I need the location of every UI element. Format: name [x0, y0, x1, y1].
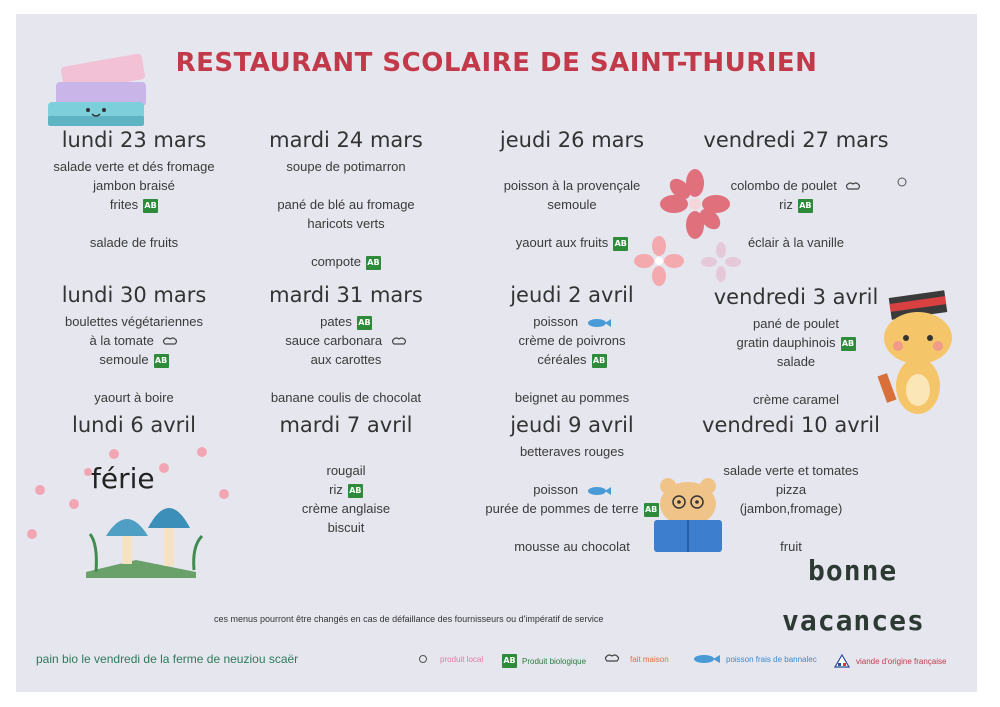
dish: soupe de potimarron	[286, 159, 406, 174]
dish: pizza	[775, 482, 807, 497]
day-vendredi-3-avril	[696, 284, 896, 409]
legend-local	[418, 654, 483, 664]
day-jeudi-26-mars	[472, 127, 672, 252]
day-mardi-7-avril	[246, 412, 446, 537]
dish: compote	[311, 254, 361, 269]
dish: jambon braisé	[93, 178, 175, 193]
day-title: vendredi 3 avril	[713, 285, 879, 309]
dish: crème de poivrons	[518, 333, 626, 348]
legend-local-label: produit local	[440, 654, 484, 664]
dish: rougail	[326, 463, 366, 478]
day-title: mardi 31 mars	[269, 283, 423, 307]
legend-poisson-label: poisson frais de bannalec	[726, 654, 817, 664]
legend-maison-label: fait maison	[630, 654, 669, 664]
page-title: RESTAURANT SCOLAIRE DE SAINT-THURIEN	[175, 48, 818, 78]
dish: semoule	[547, 197, 597, 212]
dish: pates	[320, 314, 352, 329]
local-product-icon	[896, 176, 908, 188]
day-lundi-30-mars	[34, 282, 234, 407]
dish: salade	[776, 354, 816, 369]
dish: pané de blé au fromage	[277, 197, 415, 212]
books-illustration	[44, 44, 164, 134]
dish: purée de pommes de terre	[485, 501, 639, 516]
dish: crème caramel	[753, 392, 839, 407]
dish: salade de fruits	[89, 235, 179, 250]
dish: semoule	[99, 352, 149, 367]
dish: céréales	[537, 352, 587, 367]
bio-label-icon: AB	[798, 199, 813, 213]
day-lundi-6-avril	[34, 412, 234, 442]
dish: banane coulis de chocolat	[270, 390, 422, 405]
dish: (jambon,fromage)	[739, 501, 843, 516]
dish: betteraves rouges	[519, 444, 625, 459]
day-title: mardi 7 avril	[279, 413, 413, 437]
dish: poisson à la provençale	[503, 178, 641, 193]
dish: à la tomate	[89, 333, 154, 348]
french-origin-icon	[834, 654, 850, 668]
dish: colombo de poulet	[730, 178, 837, 193]
dish: gratin dauphinois	[736, 335, 836, 350]
dish: biscuit	[327, 520, 365, 535]
legend-bio	[502, 654, 586, 668]
bio-label-icon: AB	[502, 654, 517, 668]
day-title: mardi 24 mars	[269, 128, 423, 152]
legend-bio-label: Produit biologique	[522, 656, 587, 666]
bio-label-icon: AB	[154, 354, 169, 368]
closing-vacances: vacances	[782, 604, 925, 637]
dish: riz	[329, 482, 343, 497]
day-title: lundi 6 avril	[72, 413, 196, 437]
dish: éclair à la vanille	[747, 235, 845, 250]
chef-hat-icon	[391, 337, 407, 347]
day-vendredi-27-mars	[696, 127, 896, 252]
dish: beignet au pommes	[514, 390, 630, 405]
disclaimer-note: ces menus pourront être changés en cas de défaillance des fournisseurs ou d'impératif de service	[214, 614, 604, 624]
day-title: vendredi 10 avril	[702, 413, 880, 437]
dish: salade verte et tomates	[723, 463, 859, 478]
legend-maison	[604, 654, 669, 664]
chef-hat-icon	[845, 182, 861, 192]
menu-sheet	[16, 14, 977, 692]
day-title: jeudi 26 mars	[499, 128, 645, 152]
local-product-icon	[418, 654, 428, 664]
dish: riz	[779, 197, 793, 212]
dish: crème anglaise	[301, 501, 391, 516]
bio-label-icon: AB	[143, 199, 158, 213]
closing-bonne: bonne	[808, 554, 898, 587]
bio-label-icon: AB	[592, 354, 607, 368]
dish: yaourt aux fruits	[515, 235, 609, 250]
dish: yaourt à boire	[94, 390, 174, 405]
dish: poisson	[533, 482, 579, 497]
dish: aux carottes	[310, 352, 382, 367]
day-title: jeudi 2 avril	[510, 283, 634, 307]
fish-icon	[587, 318, 611, 328]
dish: sauce carbonara	[285, 333, 383, 348]
day-mardi-31-mars	[246, 282, 446, 407]
day-title: lundi 23 mars	[61, 128, 207, 152]
day-title: vendredi 27 mars	[703, 128, 889, 152]
dish: poisson	[533, 314, 579, 329]
dish: fruit	[780, 539, 802, 554]
fish-icon	[587, 486, 611, 496]
bio-label-icon: AB	[841, 337, 856, 351]
dish: pané de poulet	[752, 316, 840, 331]
legend-viande-label: viande d'origine française	[856, 656, 947, 666]
bio-label-icon: AB	[348, 484, 363, 498]
chef-hat-icon	[162, 337, 178, 347]
bio-label-icon: AB	[613, 237, 628, 251]
day-jeudi-9-avril	[472, 412, 672, 556]
dish: haricots verts	[307, 216, 385, 231]
fish-icon	[692, 654, 720, 664]
chef-hat-icon	[604, 654, 620, 664]
bio-label-icon: AB	[366, 256, 381, 270]
dish: mousse au chocolat	[514, 539, 630, 554]
dish: boulettes végétariennes	[64, 314, 204, 329]
day-jeudi-2-avril	[472, 282, 672, 407]
day-lundi-23-mars	[34, 127, 234, 252]
day-title: lundi 30 mars	[61, 283, 207, 307]
legend-poisson	[692, 654, 817, 664]
dish: frites	[109, 197, 139, 212]
day-vendredi-10-avril	[691, 412, 891, 556]
bread-note: pain bio le vendredi de la ferme de neuziou scaër	[36, 652, 299, 666]
bio-label-icon: AB	[357, 316, 372, 330]
day-mardi-24-mars	[246, 127, 446, 271]
holiday-label: férie	[91, 462, 155, 495]
day-title: jeudi 9 avril	[510, 413, 634, 437]
dish: salade verte et dés fromage	[53, 159, 215, 174]
legend-viande	[834, 654, 946, 668]
bio-label-icon: AB	[644, 503, 659, 517]
